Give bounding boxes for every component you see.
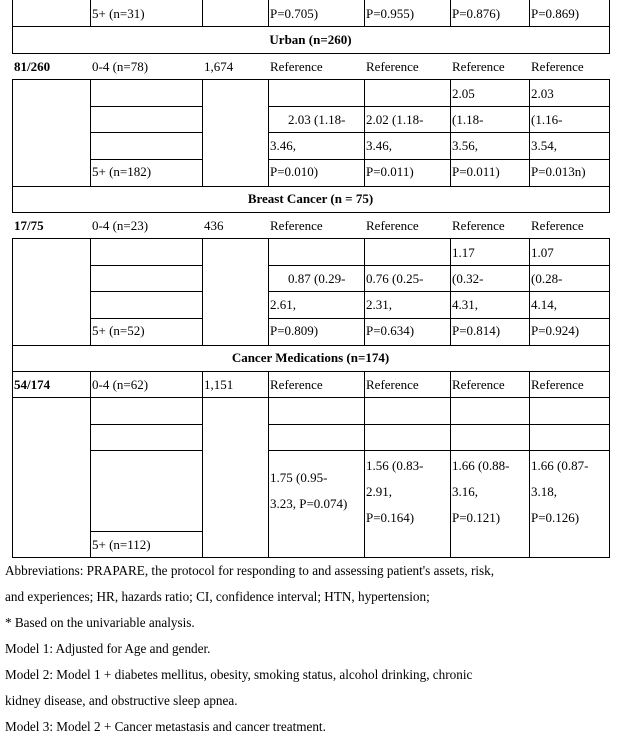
model1-ci: 3.46, — [270, 138, 296, 153]
grid-line — [268, 79, 269, 186]
grid-line — [609, 79, 610, 186]
grid-line — [90, 531, 203, 532]
model1-hr: 0.87 (0.29- — [288, 271, 346, 286]
events-cell: 17/75 — [14, 218, 44, 233]
grid-line — [202, 371, 203, 557]
model3-ci: 4.31, — [452, 297, 478, 312]
footnote-model3: Model 3: Model 2 + Cancer metastasis and cancer treatment. — [5, 719, 326, 734]
model3-cell: P=0.876) — [452, 6, 501, 21]
model4-reference: Reference — [531, 59, 584, 74]
model4-hr: 2.03 — [531, 86, 554, 101]
grid-line — [202, 0, 203, 27]
model3-ci: 3.56, — [452, 138, 478, 153]
person-years-cell: 1,674 — [204, 59, 234, 74]
grid-line — [609, 238, 610, 345]
model3-ci: 3.16, — [452, 484, 478, 499]
footnote-abbreviations-cont: and experiences; HR, hazards ratio; CI, confidence interval; HTN, hypertension; — [5, 589, 430, 604]
model3-reference: Reference — [452, 59, 505, 74]
model3-ci: (1.18- — [452, 112, 484, 127]
group-cell: 0-4 (n=62) — [92, 377, 149, 392]
model4-reference: Reference — [531, 377, 584, 392]
events-cell: 54/174 — [14, 377, 51, 392]
model4-pvalue: P=0.013n) — [531, 164, 586, 179]
model2-pvalue: P=0.634) — [366, 323, 415, 338]
model2-pvalue: P=0.164) — [366, 510, 415, 525]
grid-line — [268, 291, 610, 292]
model1-reference: Reference — [270, 218, 323, 233]
grid-line — [90, 159, 203, 160]
model2-pvalue: P=0.011) — [366, 164, 414, 179]
grid-line — [90, 450, 203, 451]
model4-ci: 3.18, — [531, 484, 557, 499]
model2-ci: 2.91, — [366, 484, 392, 499]
model1-pvalue: P=0.010) — [270, 164, 319, 179]
model4-ci: (0.28- — [531, 271, 563, 286]
model3-hr: 2.05 — [452, 86, 475, 101]
grid-line — [268, 424, 610, 425]
model1-ci: 3.23, P=0.074) — [270, 496, 348, 511]
grid-line — [529, 238, 530, 345]
section-title-urban: Urban (n=260) — [269, 32, 352, 47]
model2-ci: 2.31, — [366, 297, 392, 312]
model2-hr: 2.02 (1.18- — [366, 112, 424, 127]
grid-line — [12, 397, 610, 398]
grid-line — [90, 238, 91, 345]
model2-reference: Reference — [366, 377, 419, 392]
grid-line — [90, 424, 203, 425]
grid-line — [268, 318, 610, 319]
footnote-model2-cont: kidney disease, and obstructive sleep apnea. — [5, 693, 238, 708]
model4-ci: 3.54, — [531, 138, 557, 153]
grid-line — [529, 0, 530, 27]
grid-line — [450, 79, 451, 186]
grid-line — [268, 159, 610, 160]
person-years-cell: 436 — [204, 218, 224, 233]
grid-line — [12, 238, 610, 239]
footnote-abbreviations: Abbreviations: PRAPARE, the protocol for responding to and assessing patient's assets, risk, — [5, 563, 495, 578]
grid-line — [12, 53, 610, 54]
model4-ci: 4.14, — [531, 297, 557, 312]
footnote-univariable: * Based on the univariable analysis. — [5, 615, 195, 630]
grid-line — [12, 79, 610, 80]
grid-line — [268, 132, 610, 133]
person-years-cell: 1,151 — [204, 377, 234, 392]
grid-line — [268, 450, 610, 451]
model4-cell: P=0.869) — [531, 6, 580, 21]
model2-reference: Reference — [366, 59, 419, 74]
model4-ci: (1.16- — [531, 112, 563, 127]
grid-line — [90, 371, 91, 557]
grid-line — [12, 0, 13, 27]
grid-line — [529, 371, 530, 557]
grid-line — [364, 371, 365, 557]
model3-reference: Reference — [452, 377, 505, 392]
grid-line — [90, 132, 203, 133]
grid-line — [12, 212, 610, 213]
model3-ci: (0.32- — [452, 271, 484, 286]
model3-hr: 1.17 — [452, 245, 475, 260]
model3-hr: 1.66 (0.88- — [452, 458, 510, 473]
model1-cell: P=0.705) — [270, 6, 319, 21]
grid-line — [609, 371, 610, 557]
model1-ci: 2.61, — [270, 297, 296, 312]
grid-line — [450, 0, 451, 27]
model1-pvalue: P=0.809) — [270, 323, 319, 338]
grid-line — [12, 345, 610, 346]
grid-line — [364, 238, 365, 345]
model4-pvalue: P=0.924) — [531, 323, 580, 338]
model1-reference: Reference — [270, 377, 323, 392]
group-cell: 0-4 (n=23) — [92, 218, 149, 233]
model3-pvalue: P=0.011) — [452, 164, 500, 179]
grid-line — [268, 238, 269, 345]
model1-reference: Reference — [270, 59, 323, 74]
group-cell: 5+ (n=112) — [92, 537, 151, 552]
model1-hr: 2.03 (1.18- — [288, 112, 346, 127]
events-cell: 81/260 — [14, 59, 51, 74]
model4-reference: Reference — [531, 218, 584, 233]
group-cell: 5+ (n=182) — [92, 164, 152, 179]
model3-reference: Reference — [452, 218, 505, 233]
model3-pvalue: P=0.814) — [452, 323, 501, 338]
grid-line — [12, 186, 610, 187]
grid-line — [364, 79, 365, 186]
grid-line — [268, 106, 610, 107]
model2-reference: Reference — [366, 218, 419, 233]
grid-line — [90, 0, 91, 27]
model1-hr: 1.75 (0.95- — [270, 470, 328, 485]
grid-line — [450, 238, 451, 345]
section-title-medications: Cancer Medications (n=174) — [231, 350, 390, 365]
group-cell: 5+ (n=52) — [92, 323, 145, 338]
model4-hr: 1.66 (0.87- — [531, 458, 589, 473]
footnote-model1: Model 1: Adjusted for Age and gender. — [5, 641, 211, 656]
grid-line — [609, 0, 610, 27]
grid-line — [12, 557, 610, 558]
grid-line — [364, 0, 365, 27]
grid-line — [529, 79, 530, 186]
footnote-model2: Model 2: Model 1 + diabetes mellitus, obesity, smoking status, alcohol drinking, chronic — [5, 667, 473, 682]
model2-ci: 3.46, — [366, 138, 392, 153]
grid-line — [12, 371, 610, 372]
group-cell: 0-4 (n=78) — [92, 59, 149, 74]
model2-hr: 0.76 (0.25- — [366, 271, 424, 286]
grid-line — [90, 318, 203, 319]
grid-line — [268, 371, 269, 557]
grid-line — [268, 0, 269, 27]
grid-line — [90, 291, 203, 292]
grid-line — [90, 79, 91, 186]
grid-line — [90, 265, 203, 266]
grid-line — [12, 79, 13, 186]
grid-line — [450, 371, 451, 557]
grid-line — [90, 106, 203, 107]
grid-line — [202, 238, 203, 345]
grid-line — [12, 238, 13, 345]
model4-pvalue: P=0.126) — [531, 510, 580, 525]
group-cell: 5+ (n=31) — [92, 6, 145, 21]
model2-cell: P=0.955) — [366, 6, 415, 21]
model2-hr: 1.56 (0.83- — [366, 458, 424, 473]
model3-pvalue: P=0.121) — [452, 510, 501, 525]
grid-line — [12, 371, 13, 557]
section-title-breast: Breast Cancer (n = 75) — [247, 191, 374, 206]
grid-line — [268, 265, 610, 266]
grid-line — [202, 79, 203, 186]
model4-hr: 1.07 — [531, 245, 554, 260]
grid-line — [12, 26, 610, 27]
